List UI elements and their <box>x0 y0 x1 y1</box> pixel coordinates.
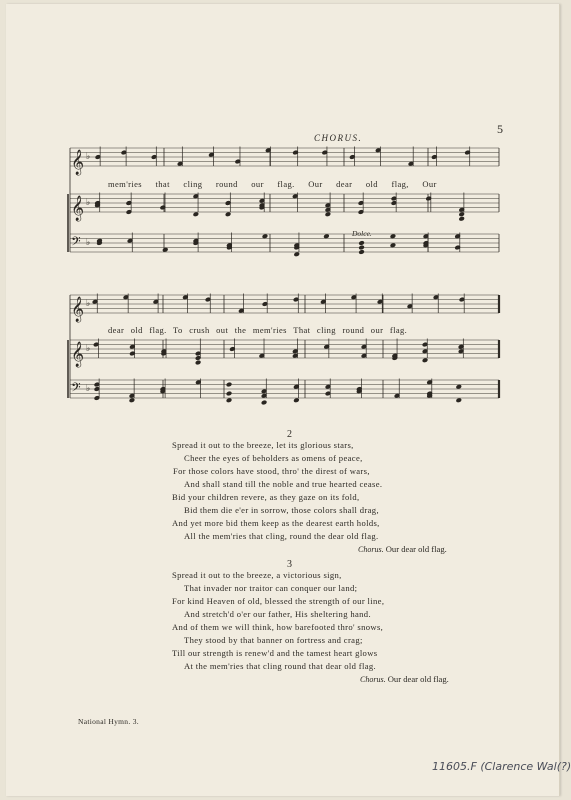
notehead <box>195 360 201 365</box>
verse-3-line: They stood by that banner on fortress and crag; <box>184 635 363 645</box>
verse-2-line: Spread it out to the breeze, let its glorious stars, <box>172 440 354 450</box>
flat-sign-icon: ♭ <box>86 198 91 208</box>
treble-clef-icon: 𝄞 <box>71 342 85 367</box>
notehead <box>390 243 396 248</box>
system-1-lyrics: mem'ries that cling round our flag. Our dear old flag, Our <box>108 179 437 189</box>
bass-clef-icon: 𝄢 <box>71 380 81 398</box>
verse-3-line: For kind Heaven of old, blessed the strength of our line, <box>172 596 385 606</box>
verse-3-line: At the mem'ries that cling round that dear old flag. <box>184 661 377 671</box>
verse-2-line: Cheer the eyes of beholders as omens of peace, <box>184 453 363 463</box>
notehead <box>226 398 232 403</box>
flat-sign-icon: ♭ <box>86 238 91 248</box>
notehead <box>359 241 365 246</box>
series-footer: National Hymn. 3. <box>78 717 139 726</box>
notehead <box>294 398 300 403</box>
bass-clef-icon: 𝄢 <box>71 234 81 252</box>
verse-3-line: And stretch'd o'er our father, His sheltering hand. <box>184 609 371 619</box>
notehead <box>193 212 199 217</box>
notehead <box>324 234 330 239</box>
flat-sign-icon: ♭ <box>86 152 91 162</box>
chorus-text: Our dear old flag. <box>385 544 447 554</box>
verse-2-line: For those colors have stood, thro' the direst of wars, <box>173 466 370 476</box>
chorus-text: Our dear old flag. <box>387 674 449 684</box>
notehead <box>456 384 462 389</box>
verse-2-line: All the mem'ries that cling, round the dear old flag. <box>184 531 379 541</box>
verse-2-line: And shall stand till the noble and true hearted cease. <box>184 479 383 489</box>
notehead <box>262 234 268 239</box>
verse-3-line: Spread it out to the breeze, a victorious sign, <box>172 570 342 580</box>
flat-sign-icon: ♭ <box>86 299 91 309</box>
expression-marking: Dolce. <box>352 229 372 238</box>
chorus-label: Chorus. <box>360 675 386 684</box>
verse-3-number: 3 <box>287 559 292 570</box>
notehead <box>225 212 231 217</box>
verse-2-line: Bid your children revere, as they gaze on its fold, <box>172 492 360 502</box>
verse-2-line: Bid them die e'er in sorrow, those colors shall drag, <box>184 505 379 515</box>
notehead <box>261 400 267 405</box>
flat-sign-icon: ♭ <box>86 344 91 354</box>
notehead <box>226 391 232 396</box>
verse-2-number: 2 <box>287 429 292 440</box>
flat-sign-icon: ♭ <box>86 384 91 394</box>
page-number: 5 <box>497 122 503 136</box>
verse-2-chorus-reference <box>358 544 447 554</box>
verse-3-chorus-reference <box>360 674 449 684</box>
verse-3-line: That invader nor traitor can conquer our land; <box>184 583 358 593</box>
sheet-music-page <box>6 4 571 796</box>
treble-clef-icon: 𝄞 <box>71 297 85 322</box>
verse-2-line: And yet more bid them keep as the dearest earth holds, <box>172 518 380 528</box>
system-2-lyrics: dear old flag. To crush out the mem'ries That cling round our flag. <box>108 325 408 335</box>
notehead <box>226 382 232 387</box>
notehead <box>294 252 300 257</box>
notehead <box>422 358 428 363</box>
notehead <box>359 245 365 250</box>
notehead <box>162 247 168 252</box>
verse-3-line: Till our strength is renew'd and the tamest heart glows <box>172 648 378 658</box>
handwritten-catalog-note: 11605.F (Clarence Wal(?) <box>432 760 571 773</box>
chorus-heading: CHORUS. <box>314 133 363 143</box>
treble-clef-icon: 𝄞 <box>71 196 85 221</box>
notehead <box>459 212 465 217</box>
notehead <box>325 212 331 217</box>
notehead <box>456 398 462 403</box>
verse-3-line: And of them we will think, how barefooted thro' snows, <box>172 622 384 632</box>
notehead <box>459 216 465 221</box>
music-score <box>6 4 559 796</box>
notehead <box>359 250 365 255</box>
chorus-label: Chorus. <box>358 545 384 554</box>
notehead <box>129 398 135 403</box>
treble-clef-icon: 𝄞 <box>71 150 85 175</box>
notehead <box>390 234 396 239</box>
